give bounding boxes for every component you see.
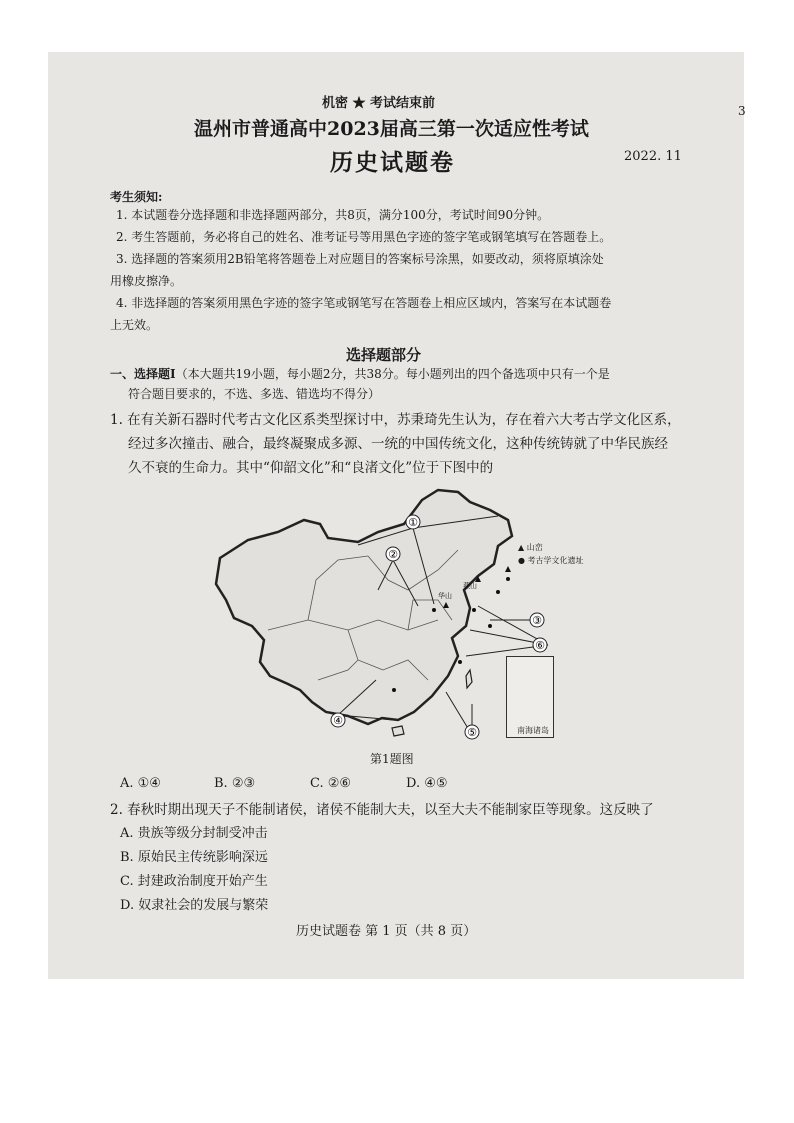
exam-date: 2022. 11 <box>624 149 682 164</box>
mountain-icon <box>505 566 511 572</box>
notice-item-3-cont: 用橡皮擦净。 <box>110 274 183 288</box>
q2-option-d: D. 奴隶社会的发展与繁荣 <box>120 898 269 913</box>
part-desc: （本大题共19小题，每小题2分，共38分。每小题列出的四个备选项中只有一个是 <box>175 367 610 381</box>
mountain-label-yanshan: 燕山 <box>463 582 477 590</box>
site-icon <box>496 590 500 594</box>
china-outline <box>216 490 512 724</box>
taiwan-island <box>466 670 472 688</box>
section-part-header <box>110 365 610 382</box>
exam-title: 温州市普通高中2023届高三第一次适应性考试 <box>194 118 589 140</box>
q1-option-b: B. ②③ <box>214 776 256 791</box>
q2-option-a: A. 贵族等级分封制受冲击 <box>120 826 268 841</box>
q1-line-2: 经过多次撞击、融合，最终凝聚成多源、一统的中国传统文化，这种传统铸就了中华民族经 <box>128 436 668 452</box>
hainan-island <box>392 726 404 736</box>
page-footer: 历史试题卷 第 1 页（共 8 页） <box>296 924 477 939</box>
q1-option-d: D. ④⑤ <box>406 776 448 791</box>
notice-item-4: 4. 非选择题的答案须用黑色字迹的签字笔或钢笔写在答题卷上相应区域内，答案写在本试题卷 <box>116 296 612 310</box>
exam-subtitle: 历史试题卷 <box>330 149 455 176</box>
map-legend-mountain: ▲ 山峦 <box>518 543 543 552</box>
part-label: 一、选择题Ⅰ <box>110 367 176 381</box>
inset-label: 南海诸岛 <box>517 726 549 735</box>
q2-stem: 2. 春秋时期出现天子不能制诸侯，诸侯不能制大夫，以至大夫不能制家臣等现象。这反映了 <box>110 802 654 818</box>
map-label-6: ⑥ <box>535 639 545 652</box>
q1-line-3: 久不衰的生命力。其中“仰韶文化”和“良渚文化”位于下图中的 <box>128 460 494 476</box>
section-title: 选择题部分 <box>346 346 422 364</box>
page-mark: 3 <box>738 104 746 118</box>
mountain-label-huashan: 华山 <box>438 592 452 600</box>
map-label-5: ⑤ <box>467 726 477 739</box>
q1-option-c: C. ②⑥ <box>310 776 352 791</box>
notice-item-1: 1. 本试题卷分选择题和非选择题两部分，共8页，满分100分，考试时间90分钟。 <box>116 208 550 222</box>
section-part-desc-2: 符合题目要求的，不选、多选、错选均不得分） <box>128 387 381 401</box>
q1-option-a: A. ①④ <box>120 776 161 791</box>
map-label-1: ① <box>408 516 418 529</box>
figure-caption: 第1题图 <box>370 752 414 766</box>
confidential-label: 机密 ★ 考试结束前 <box>322 96 436 111</box>
south-sea-inset <box>506 656 554 738</box>
map-label-2: ② <box>388 548 398 561</box>
q2-option-c: C. 封建政治制度开始产生 <box>120 874 268 889</box>
notice-item-3: 3. 选择题的答案须用2B铅笔将答题卷上对应题目的答案标号涂黑，如要改动，须将原填涂处 <box>116 252 604 266</box>
q2-option-b: B. 原始民主传统影响深远 <box>120 850 268 865</box>
site-icon <box>432 608 436 612</box>
map-legend-site: ● 考古学文化遗址 <box>518 556 584 565</box>
map-label-3: ③ <box>532 614 542 627</box>
notice-item-4-cont: 上无效。 <box>110 318 159 332</box>
china-map-figure <box>208 480 548 740</box>
site-icon <box>458 660 462 664</box>
notice-heading: 考生须知: <box>110 190 163 204</box>
q1-line-1: 1. 在有关新石器时代考古文化区系类型探讨中，苏秉琦先生认为，存在着六大考古学文化区系， <box>110 412 681 428</box>
site-icon <box>506 577 510 581</box>
notice-item-2: 2. 考生答题前，务必将自己的姓名、准考证号等用黑色字迹的签字笔或钢笔填写在答题卷上。 <box>116 230 612 244</box>
site-icon <box>392 688 396 692</box>
exam-page <box>48 52 744 979</box>
site-icon <box>472 608 476 612</box>
site-icon <box>488 624 492 628</box>
map-label-4: ④ <box>333 714 343 727</box>
